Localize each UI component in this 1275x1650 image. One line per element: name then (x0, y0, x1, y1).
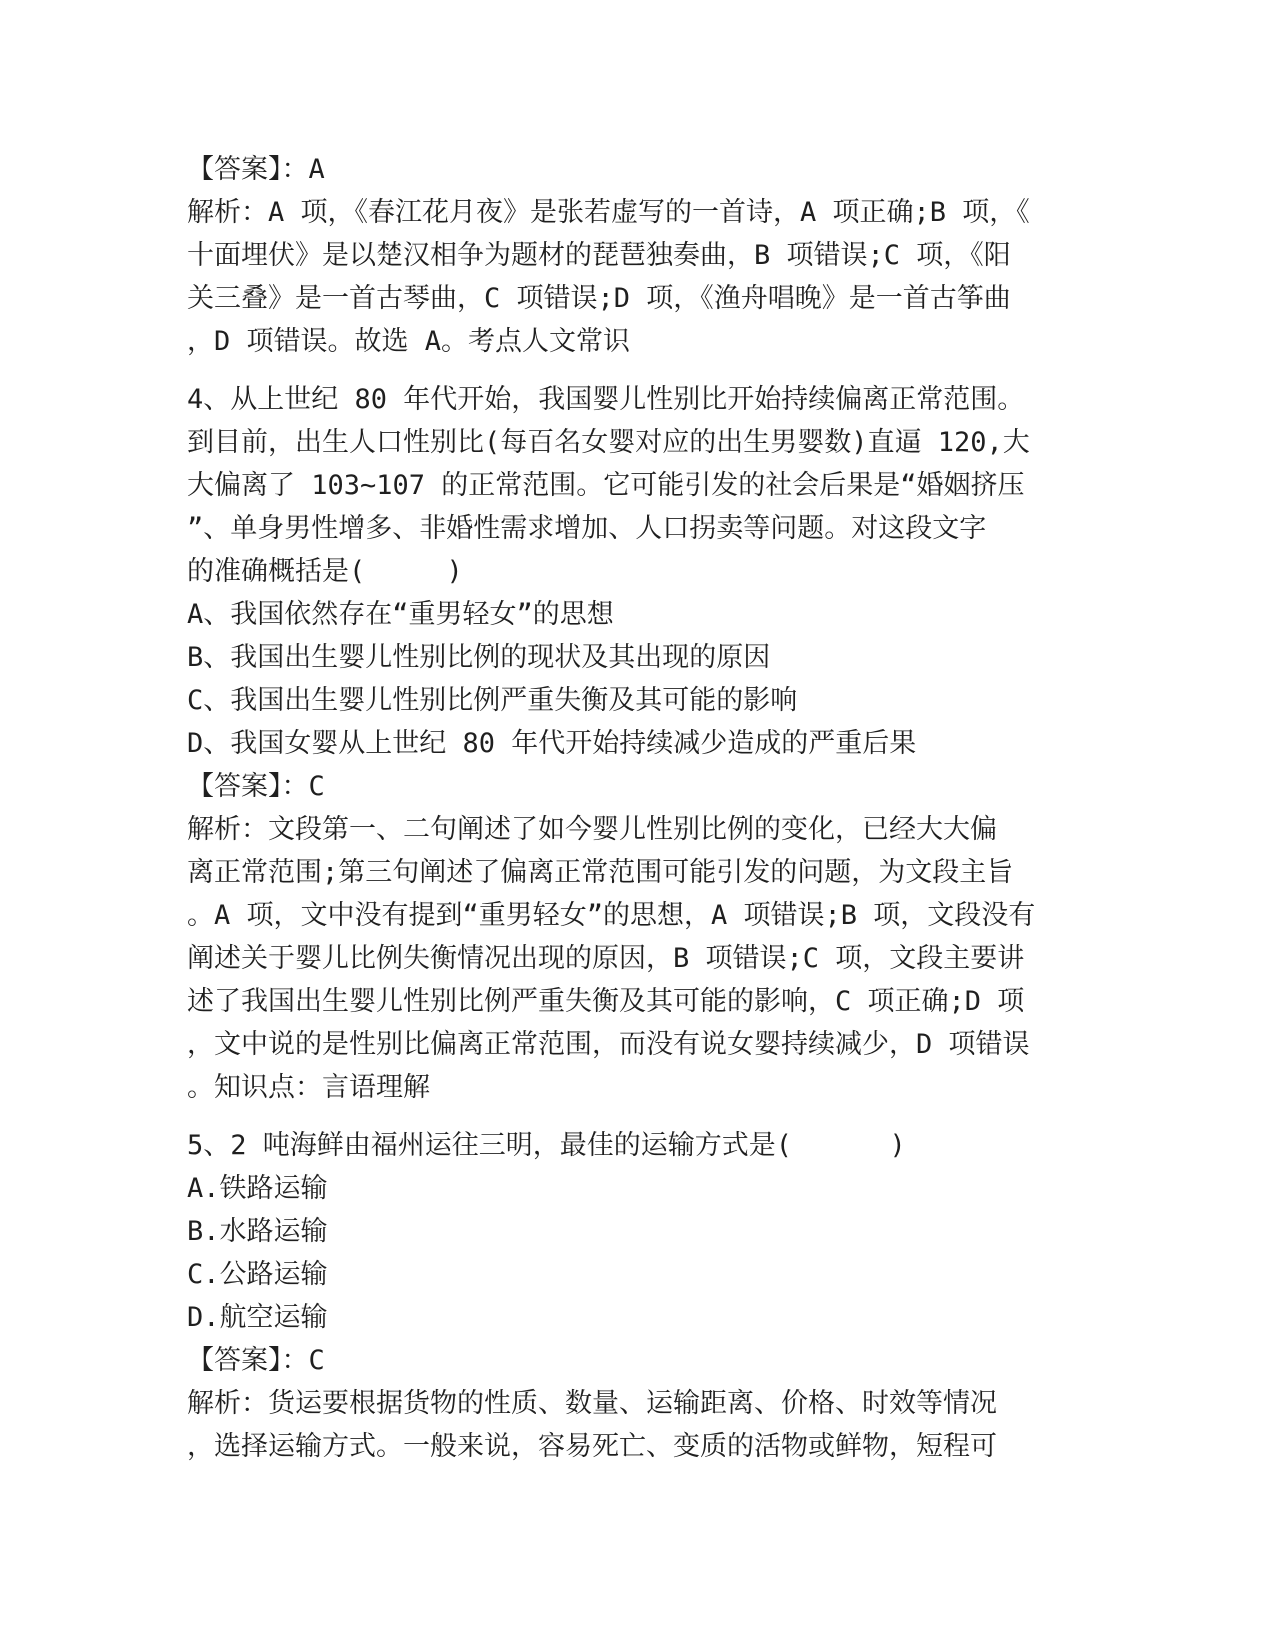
analysis-line: 解析：文段第一、二句阐述了如今婴儿性别比例的变化，已经大大偏 (187, 814, 997, 845)
question-stem-line: 大偏离了 103~107 的正常范围。它可能引发的社会后果是“婚姻挤压 (187, 470, 1025, 501)
option-c: C.公路运输 (187, 1259, 328, 1290)
analysis-line: 离正常范围;第三句阐述了偏离正常范围可能引发的问题，为文段主旨 (187, 857, 1014, 888)
analysis-line: 。A 项，文中没有提到“重男轻女”的思想，A 项错误;B 项，文段没有 (187, 900, 1036, 931)
analysis-line: 解析：A 项，《春江花月夜》是张若虚写的一首诗，A 项正确;B 项，《 (187, 197, 1030, 228)
question-stem-line: 5、2 吨海鲜由福州运往三明，最佳的运输方式是( ) (187, 1130, 906, 1161)
question-stem-line: 4、从上世纪 80 年代开始，我国婴儿性别比开始持续偏离正常范围。 (187, 384, 1025, 415)
page-content (187, 148, 1092, 1468)
analysis-line: ，D 项错误。故选 A。考点人文常识 (187, 326, 631, 357)
analysis-line: 述了我国出生婴儿性别比例严重失衡及其可能的影响，C 项正确;D 项 (187, 986, 1025, 1017)
option-d: D.航空运输 (187, 1302, 328, 1333)
option-a: A、我国依然存在“重男轻女”的思想 (187, 599, 614, 630)
question-stem-line: 到目前，出生人口性别比(每百名女婴对应的出生男婴数)直逼 120,大 (187, 427, 1030, 458)
analysis-line: 关三叠》是一首古琴曲，C 项错误;D 项，《渔舟唱晚》是一首古筝曲 (187, 283, 1011, 314)
option-d: D、我国女婴从上世纪 80 年代开始持续减少造成的严重后果 (187, 728, 917, 759)
analysis-line: 阐述关于婴儿比例失衡情况出现的原因，B 项错误;C 项，文段主要讲 (187, 943, 1025, 974)
question-stem-line: 的准确概括是( ) (187, 556, 463, 587)
analysis-line: 。知识点：言语理解 (187, 1072, 430, 1103)
option-a: A.铁路运输 (187, 1173, 328, 1204)
answer-label: 【答案】：C (187, 1345, 325, 1376)
answer-label: 【答案】：A (187, 154, 325, 185)
option-b: B.水路运输 (187, 1216, 328, 1247)
analysis-line: ，文中说的是性别比偏离正常范围，而没有说女婴持续减少，D 项错误 (187, 1029, 1030, 1060)
analysis-line: 解析：货运要根据货物的性质、数量、运输距离、价格、时效等情况 (187, 1388, 997, 1419)
paragraph-gap (187, 363, 1092, 378)
option-c: C、我国出生婴儿性别比例严重失衡及其可能的影响 (187, 685, 798, 716)
answer-label: 【答案】：C (187, 771, 325, 802)
question-stem-line: ”、单身男性增多、非婚性需求增加、人口拐卖等问题。对这段文字 (187, 513, 987, 544)
analysis-line: 十面埋伏》是以楚汉相争为题材的琵琶独奏曲，B 项错误;C 项，《阳 (187, 240, 1011, 271)
analysis-line: ，选择运输方式。一般来说，容易死亡、变质的活物或鲜物，短程可 (187, 1431, 997, 1462)
paragraph-gap (187, 1109, 1092, 1124)
option-b: B、我国出生婴儿性别比例的现状及其出现的原因 (187, 642, 771, 673)
